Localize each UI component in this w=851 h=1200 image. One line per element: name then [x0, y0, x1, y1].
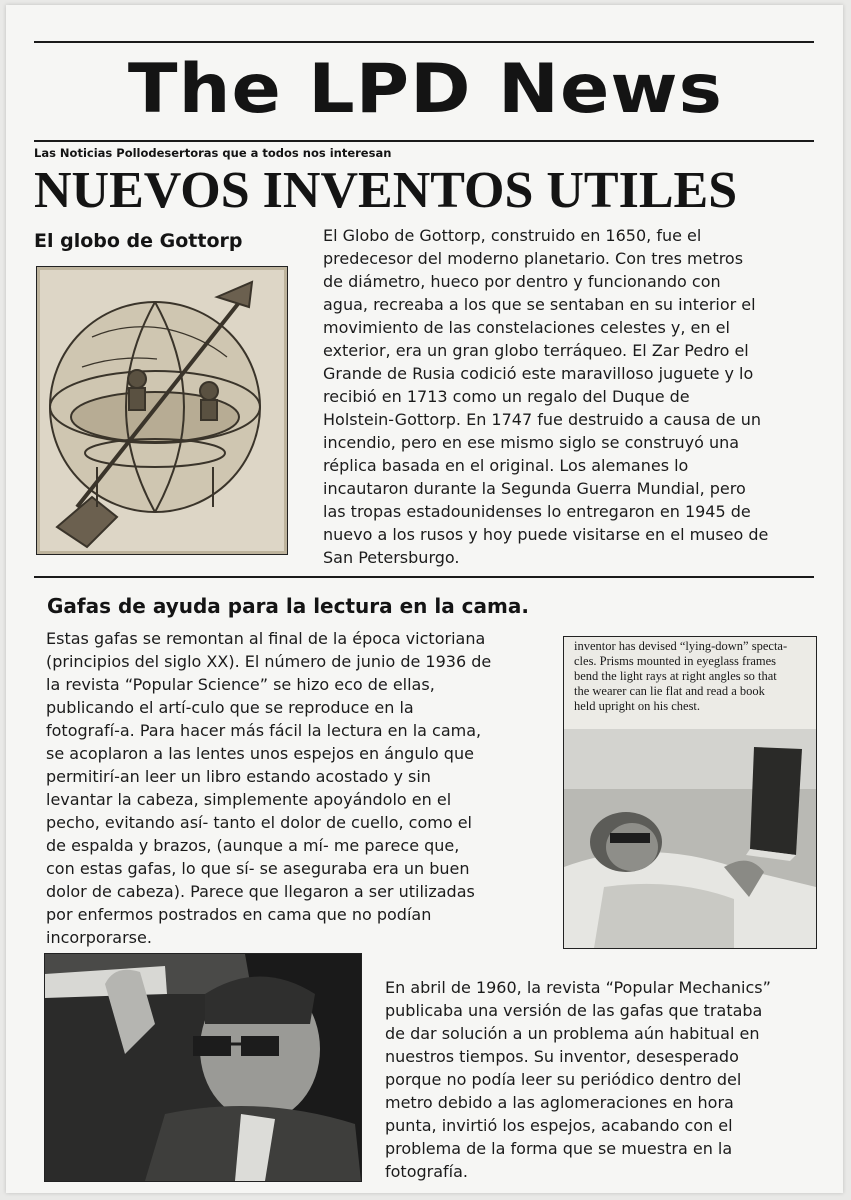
article2-body: Estas gafas se remontan al final de la época victoriana (principios del siglo XX). El número de junio de 1936 de la revista “Popular Science” se hizo eco de ellas, publicando el artí-culo que se reproduce en la fotografí-a. Para hacer más fácil la lectura en la cama, se acoplaron a las lentes unos espejos en ángulo que permitirí-an leer un libro estando acostado y sin levantar la cabeza, simplemente apoyándolo en el pecho, evitando así- tanto el dolor de cuello, como el de espalda y brazos, (aunque a mí- me parece que, con estas gafas, lo que sí- se aseguraba era un buen dolor de cabeza). Parece que llegaron a ser utilizadas por enfermos postrados en cama que no podían incorporarse.	[46, 629, 492, 947]
page-headline: NUEVOS INVENTOS UTILES	[34, 162, 738, 219]
article3-body: En abril de 1960, la revista “Popular Mechanics” publicaba una versión de las gafas que trataba de dar solución a un problema aún habitual en nuestros tiempos. Su inventor, desesperado porque no podía leer su periódico dentro del metro debido a las aglomeraciones en hora punta, invirtió los espejos, acabando con el problema de la forma que se muestra en la fotografía.	[385, 978, 771, 1181]
subway-reader-photo	[44, 953, 362, 1182]
section-divider	[34, 576, 814, 578]
reading-glasses-clipping-photo	[563, 636, 817, 949]
masthead-rule	[34, 140, 814, 142]
article1-body: El Globo de Gottorp, construido en 1650, fue el predecesor del moderno planetario. Con tres metros de diámetro, hueco por dentro y funcionando con agua, recreaba a los que se sentaban en su interior el movimiento de las constelaciones celestes y, en el exterior, era un gran globo terráqueo. El Zar Pedro el Grande de Rusia codició este maravilloso juguete y lo recibió en 1713 como un regalo del Duque de Holstein-Gottorp. En 1747 fue destruido a causa de un incendio, pero en ese mismo siglo se construyó una réplica basada en el original. Los alemanes lo incautaron durante la Segunda Guerra Mundial, pero las tropas estadounidenses lo entregaron en 1945 de nuevo a los rusos y hoy puede visitarse en el museo de San Petersburgo.	[323, 226, 769, 567]
masthead-tagline: Las Noticias Pollodesertoras que a todos nos interesan	[34, 146, 392, 160]
masthead-title: The LPD News	[127, 50, 724, 129]
gottorp-globe-photo	[36, 266, 288, 555]
clipping-caption: inventor has devised “lying-down” specta- cles. Prisms mounted in eyeglass frames bend the light rays at right angles so that the wearer can lie flat and read a book held upright on his chest.	[574, 639, 788, 713]
top-rule	[34, 41, 814, 43]
article1-title: El globo de Gottorp	[34, 230, 243, 252]
article2-title: Gafas de ayuda para la lectura en la cama.	[47, 594, 529, 618]
